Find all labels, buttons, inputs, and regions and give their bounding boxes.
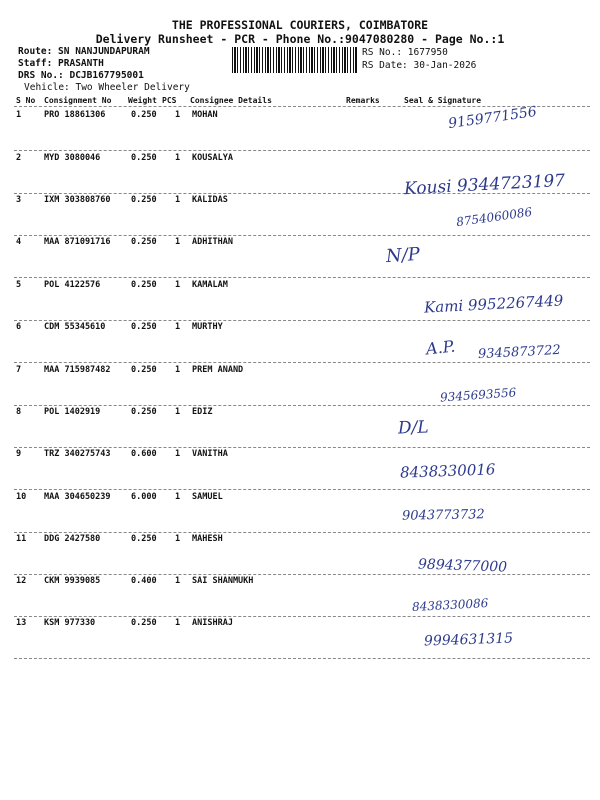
col-seal-signature: Seal & Signature <box>404 96 482 105</box>
cell-pcs: 1 <box>175 280 181 290</box>
drs-number: DRS No.: DCJB167795001 <box>18 70 144 81</box>
cell-sno: 11 <box>16 534 27 544</box>
cell-pcs: 1 <box>175 492 181 502</box>
cell-sno: 12 <box>16 576 27 586</box>
cell-sno: 5 <box>16 280 22 290</box>
col-pcs: PCS <box>162 96 177 105</box>
handwritten-note: 8438330086 <box>411 596 489 614</box>
cell-weight: 0.600 <box>131 449 157 459</box>
handwritten-note: 8438330016 <box>399 460 496 482</box>
cell-weight: 0.250 <box>131 534 157 544</box>
cell-consignment-no: MYD 3080046 <box>44 153 101 163</box>
handwritten-note: 9043773732 <box>401 507 485 524</box>
handwritten-note: Kami 9952267449 <box>423 291 564 317</box>
handwritten-note: N/P <box>385 243 421 268</box>
cell-consignee: SAMUEL <box>192 492 223 502</box>
cell-consignment-no: PRO 18861306 <box>44 110 106 120</box>
cell-consignment-no: MAA 304650239 <box>44 492 111 502</box>
handwritten-note: D/L <box>397 417 429 439</box>
handwritten-note: Kousi 9344723197 <box>403 170 566 200</box>
cell-pcs: 1 <box>175 237 181 247</box>
row-divider <box>14 405 590 406</box>
runsheet-title: THE PROFESSIONAL COURIERS, COIMBATORE <box>171 18 429 32</box>
cell-sno: 2 <box>16 153 22 163</box>
cell-pcs: 1 <box>175 407 181 417</box>
cell-consignment-no: MAA 715987482 <box>44 365 111 375</box>
col-consignment: Consignment No <box>44 96 112 105</box>
cell-weight: 0.250 <box>131 322 157 332</box>
cell-consignee: KALIDAS <box>192 195 228 205</box>
cell-consignment-no: DDG 2427580 <box>44 534 101 544</box>
cell-consignment-no: TRZ 340275743 <box>44 449 111 459</box>
rs-date: RS Date: 30-Jan-2026 <box>362 60 477 71</box>
cell-weight: 0.250 <box>131 153 157 163</box>
cell-pcs: 1 <box>175 365 181 375</box>
row-divider <box>14 447 590 448</box>
row-divider <box>14 320 590 321</box>
cell-weight: 0.250 <box>131 110 157 120</box>
cell-consignee: MURTHY <box>192 322 223 332</box>
cell-consignee: EDIZ <box>192 407 213 417</box>
cell-consignment-no: KSM 977330 <box>44 618 96 628</box>
cell-sno: 3 <box>16 195 22 205</box>
row-divider <box>14 658 590 659</box>
cell-sno: 9 <box>16 449 22 459</box>
cell-consignee: VANITHA <box>192 449 228 459</box>
handwritten-note: 9345873722 <box>477 342 562 363</box>
cell-consignee: KAMALAM <box>192 280 228 290</box>
row-divider <box>14 277 590 278</box>
cell-consignee: PREM ANAND <box>192 365 244 375</box>
cell-weight: 0.250 <box>131 280 157 290</box>
cell-sno: 4 <box>16 237 22 247</box>
cell-consignment-no: CKM 9939085 <box>44 576 101 586</box>
barcode-image <box>232 47 357 73</box>
cell-weight: 0.250 <box>131 237 157 247</box>
row-divider <box>14 532 590 533</box>
col-sno: S No <box>16 96 36 105</box>
cell-weight: 0.250 <box>131 618 157 628</box>
cell-sno: 1 <box>16 110 22 120</box>
runsheet-subtitle: Delivery Runsheet - PCR - Phone No.:9047080280 - Page No.:1 <box>95 32 505 46</box>
cell-sno: 13 <box>16 618 27 628</box>
row-divider <box>14 235 590 236</box>
handwritten-note: 9994631315 <box>423 630 514 650</box>
cell-weight: 0.250 <box>131 195 157 205</box>
handwritten-note: 9894377000 <box>417 556 508 576</box>
cell-weight: 0.250 <box>131 365 157 375</box>
cell-pcs: 1 <box>175 449 181 459</box>
cell-consignee: SAI SHANMUKH <box>192 576 254 586</box>
col-weight: Weight <box>128 96 157 105</box>
cell-weight: 0.400 <box>131 576 157 586</box>
cell-consignment-no: POL 1402919 <box>44 407 101 417</box>
col-consignee: Consignee Details <box>190 96 272 105</box>
staff-label: Staff: PRASANTH <box>18 58 104 69</box>
handwritten-note: 9345693556 <box>439 385 517 405</box>
row-divider <box>14 362 590 363</box>
cell-sno: 7 <box>16 365 22 375</box>
cell-consignee: MAHESH <box>192 534 223 544</box>
cell-consignee: ANISHRAJ <box>192 618 233 628</box>
cell-pcs: 1 <box>175 153 181 163</box>
cell-consignee: ADHITHAN <box>192 237 233 247</box>
row-divider <box>14 616 590 617</box>
col-remarks: Remarks <box>346 96 380 105</box>
cell-consignee: MOHAN <box>192 110 218 120</box>
cell-consignment-no: CDM 55345610 <box>44 322 106 332</box>
row-divider <box>14 150 590 151</box>
handwritten-note: 8754060086 <box>455 204 533 230</box>
handwritten-note: 9159771556 <box>447 103 538 133</box>
cell-consignment-no: IXM 303808760 <box>44 195 111 205</box>
header-rule <box>14 106 590 107</box>
cell-pcs: 1 <box>175 576 181 586</box>
row-divider <box>14 489 590 490</box>
handwritten-note: A.P. <box>425 336 457 359</box>
cell-pcs: 1 <box>175 322 181 332</box>
vehicle-label: Vehicle: Two Wheeler Delivery <box>24 82 190 93</box>
cell-sno: 6 <box>16 322 22 332</box>
cell-pcs: 1 <box>175 618 181 628</box>
cell-pcs: 1 <box>175 195 181 205</box>
cell-sno: 8 <box>16 407 22 417</box>
cell-consignment-no: MAA 871091716 <box>44 237 111 247</box>
rs-number: RS No.: 1677950 <box>362 47 448 58</box>
cell-sno: 10 <box>16 492 27 502</box>
cell-weight: 0.250 <box>131 407 157 417</box>
cell-pcs: 1 <box>175 534 181 544</box>
route-label: Route: SN NANJUNDAPURAM <box>18 46 150 57</box>
cell-weight: 6.000 <box>131 492 157 502</box>
cell-consignee: KOUSALYA <box>192 153 233 163</box>
cell-pcs: 1 <box>175 110 181 120</box>
cell-consignment-no: POL 4122576 <box>44 280 101 290</box>
